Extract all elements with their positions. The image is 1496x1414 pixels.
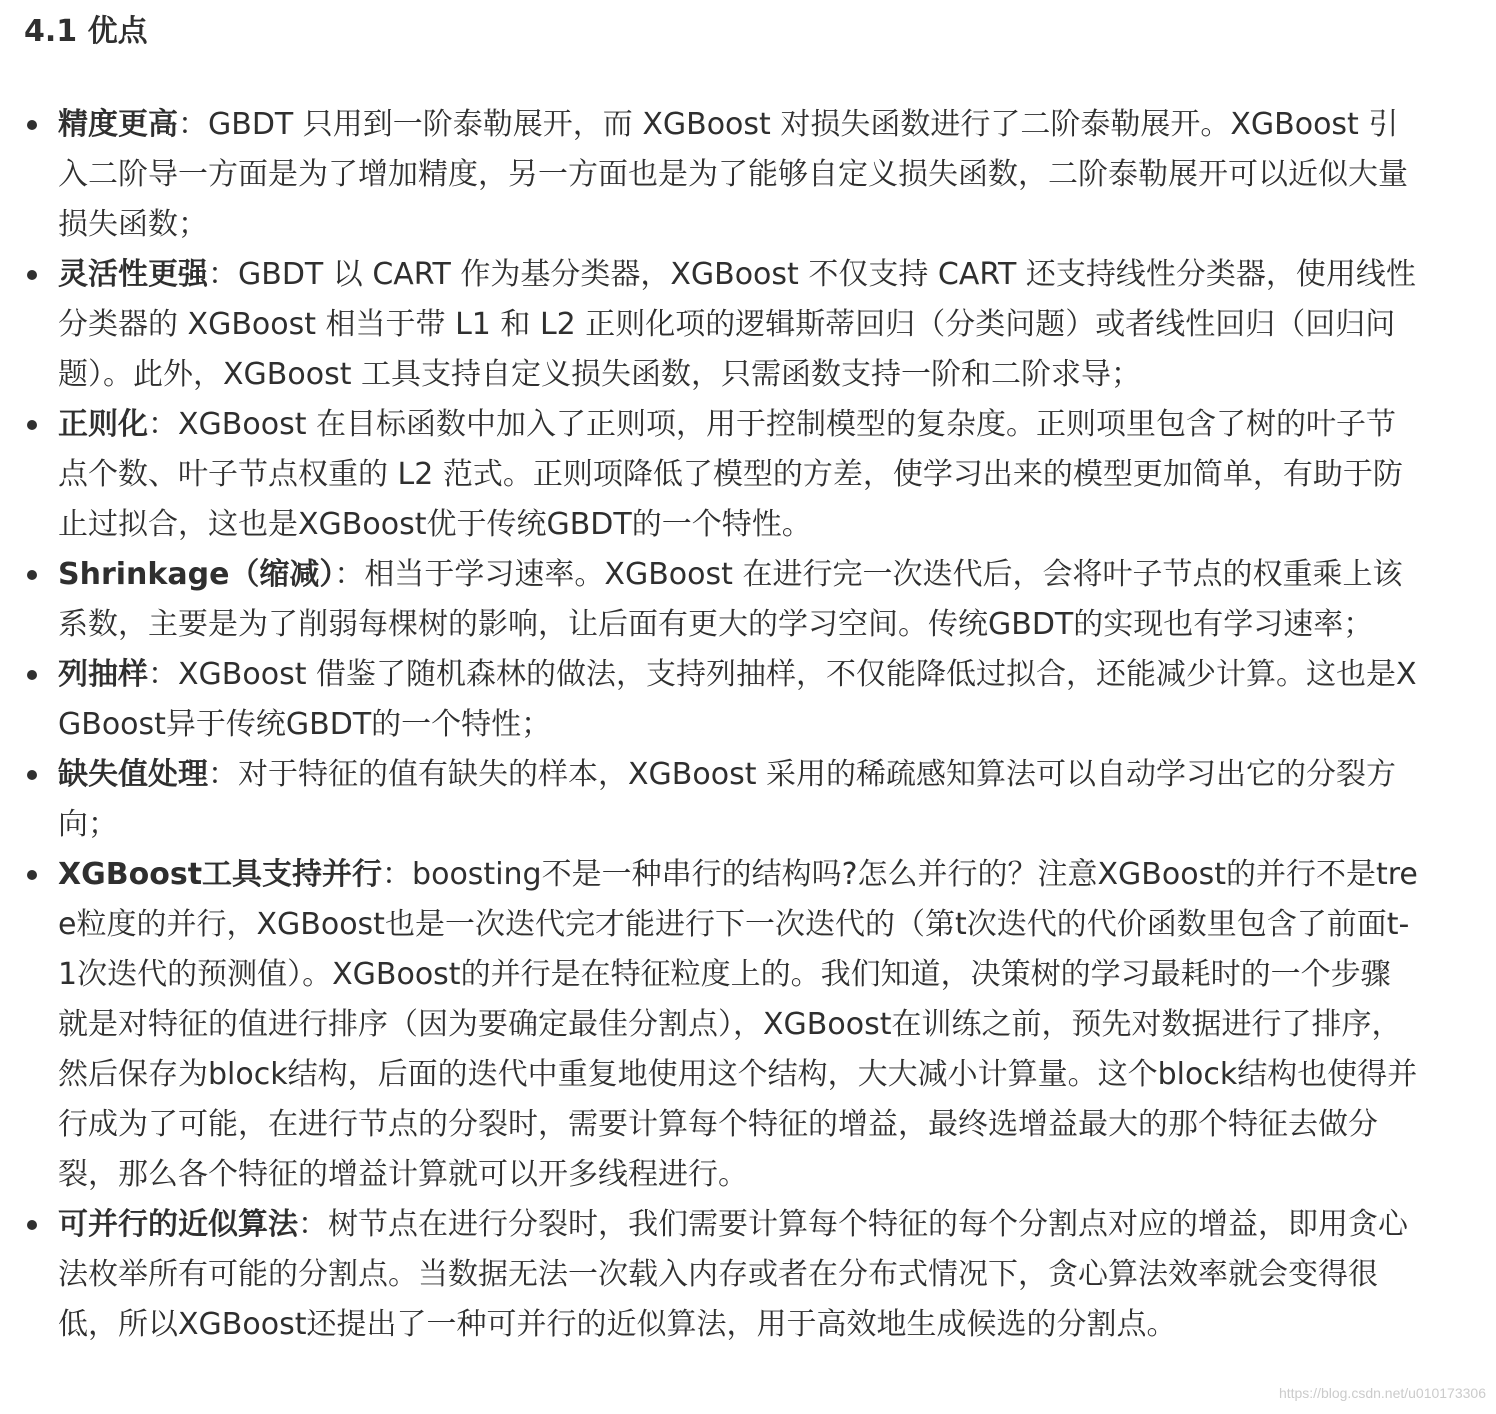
item-text: XGBoost 借鉴了随机森林的做法，支持列抽样，不仅能降低过拟合，还能减少计算。这也是XGBoost异于传统GBDT的一个特性； bbox=[58, 657, 1417, 742]
watermark: https://blog.csdn.net/u010173306 bbox=[1278, 1385, 1486, 1401]
term-label: 列抽样 bbox=[58, 657, 148, 692]
term-separator: ： bbox=[148, 657, 178, 692]
list-item-missing-values bbox=[0, 750, 1420, 850]
term-separator: ： bbox=[298, 1207, 328, 1242]
bullet-dot bbox=[27, 770, 37, 780]
item-text: GBDT 只用到一阶泰勒展开，而 XGBoost 对损失函数进行了二阶泰勒展开。XGBoost 引入二阶导一方面是为了增加精度，另一方面也是为了能够自定义损失函数，二阶泰勒展开可以近似大量损失函数； bbox=[58, 107, 1408, 242]
section-title: 4.1 优点 bbox=[24, 14, 148, 49]
term-label: 缺失值处理 bbox=[58, 757, 208, 792]
list-item-column-sampling bbox=[0, 650, 1420, 750]
item-text: boosting不是一种串行的结构吗?怎么并行的？注意XGBoost的并行不是tree粒度的并行，XGBoost也是一次迭代完才能进行下一次迭代的（第t次迭代的代价函数里包含了前面t-1次迭代的预测值）。XGBoost的并行是在特征粒度上的。我们知道，决策树的学习最耗时的一个步骤就是对特征的值进行排序（因为要确定最佳分割点），XGBoost在训练之前，预先对数据进行了排序，然后保存为block结构，后面的迭代中重复地使用这个结构，大大减小计算量。这个block结构也使得并行成为了可能，在进行节点的分裂时，需要计算每个特征的增益，最终选增益最大的那个特征去做分裂，那么各个特征的增益计算就可以开多线程进行。 bbox=[58, 857, 1418, 1192]
bullet-dot bbox=[27, 870, 37, 880]
term-separator: ： bbox=[148, 407, 178, 442]
bullet-dot bbox=[27, 670, 37, 680]
bullet-dot bbox=[27, 1220, 37, 1230]
term-separator: ： bbox=[208, 757, 238, 792]
item-text: 相当于学习速率。XGBoost 在进行完一次迭代后，会将叶子节点的权重乘上该系数，主要是为了削弱每棵树的影响，让后面有更大的学习空间。传统GBDT的实现也有学习速率； bbox=[58, 557, 1403, 642]
term-separator: ： bbox=[334, 557, 365, 592]
list-item-regularization bbox=[0, 400, 1420, 550]
list-item-shrinkage bbox=[0, 550, 1420, 650]
term-separator: ： bbox=[382, 857, 413, 892]
item-text: GBDT 以 CART 作为基分类器，XGBoost 不仅支持 CART 还支持线性分类器，使用线性分类器的 XGBoost 相当于带 L1 和 L2 正则化项的逻辑斯蒂回归（分类问题）或者线性回归（回归问题）。此外，XGBoost 工具支持自定义损失函数，只需函数支持一阶和二阶求导； bbox=[58, 257, 1416, 392]
term-label: XGBoost工具支持并行 bbox=[58, 857, 383, 892]
advantage-list bbox=[0, 100, 1420, 1350]
item-text: 对于特征的值有缺失的样本，XGBoost 采用的稀疏感知算法可以自动学习出它的分裂方向； bbox=[58, 757, 1397, 842]
term-label: 正则化 bbox=[58, 407, 148, 442]
bullet-dot bbox=[27, 270, 37, 280]
term-label: 精度更高 bbox=[58, 107, 178, 142]
term-label: 灵活性更强 bbox=[58, 257, 208, 292]
term-separator: ： bbox=[208, 257, 238, 292]
list-item-flexibility bbox=[0, 250, 1420, 400]
bullet-dot bbox=[27, 570, 37, 580]
list-item-approximate-algorithm bbox=[0, 1200, 1420, 1350]
term-label: Shrinkage（缩减） bbox=[58, 557, 335, 592]
item-text: XGBoost 在目标函数中加入了正则项，用于控制模型的复杂度。正则项里包含了树的叶子节点个数、叶子节点权重的 L2 范式。正则项降低了模型的方差，使学习出来的模型更加简单，有助于防止过拟合，这也是XGBoost优于传统GBDT的一个特性。 bbox=[58, 407, 1403, 542]
term-label: 可并行的近似算法 bbox=[58, 1207, 298, 1242]
bullet-dot bbox=[27, 120, 37, 130]
item-text: 树节点在进行分裂时，我们需要计算每个特征的每个分割点对应的增益，即用贪心法枚举所有可能的分割点。当数据无法一次载入内存或者在分布式情况下，贪心算法效率就会变得很低，所以XGBoost还提出了一种可并行的近似算法，用于高效地生成候选的分割点。 bbox=[58, 1207, 1408, 1342]
bullet-dot bbox=[27, 420, 37, 430]
term-separator: ： bbox=[178, 107, 208, 142]
list-item-precision bbox=[0, 100, 1420, 250]
list-item-parallel bbox=[0, 850, 1420, 1200]
